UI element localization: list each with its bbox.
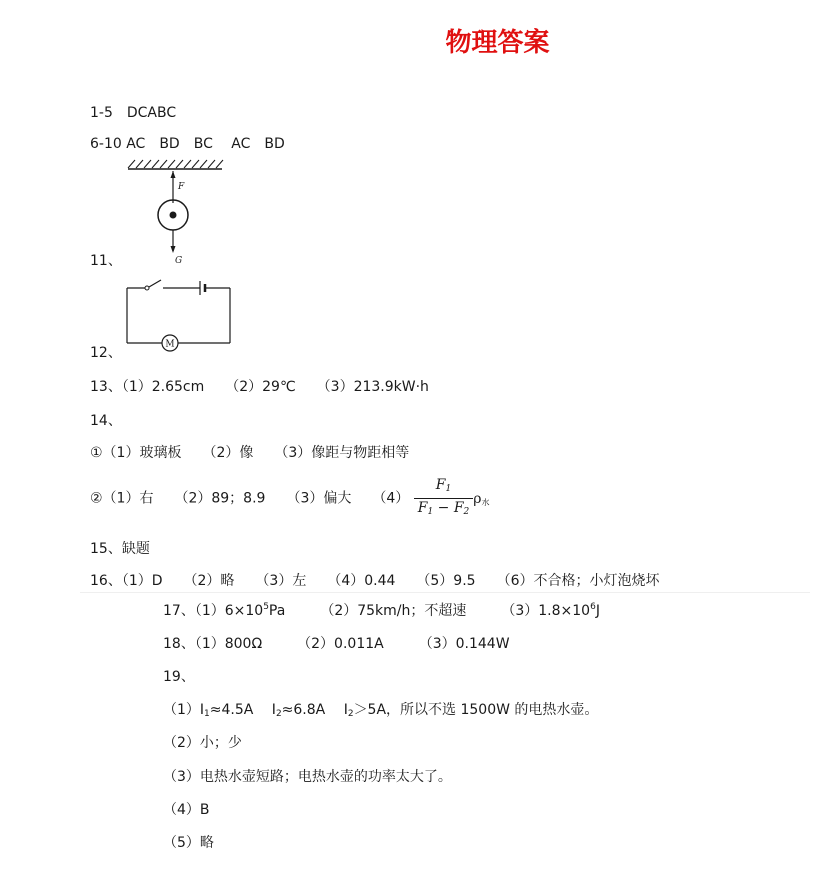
answer-line-19-part1: $(1)I_1\approx 4.5A$ $I_2\approx 6.8A$ $I_2>5A$，所以不选 1500W 的电热水壶。 — [163, 702, 599, 719]
density-formula — [414, 476, 474, 521]
answer-line-19-part3: （3）电热水壶短路；电热水壶的功率太大了。 — [163, 769, 452, 785]
circuit-diagram — [120, 276, 240, 358]
rho-water-symbol: $\rho_水$ — [473, 490, 490, 507]
answer-14-part2-text: ②（1）右 （2）89；8.9 （3）偏大 （4） — [90, 490, 410, 507]
force-g-label: G — [175, 256, 183, 266]
answer-line-17: 17、$(1)6\times 10^5Pa$ （2）75km/h；不超速 $(3)1.8\times 10^6J$ — [163, 602, 600, 619]
answer-line-19-part5: （5）略 — [163, 835, 214, 851]
answer-line-1-5: 1-5 DCABC — [90, 105, 177, 121]
answer-line-19: 19、 — [163, 669, 195, 685]
ball-center — [170, 212, 177, 219]
switch-pivot — [145, 286, 149, 290]
answer-line-12: 12、 — [90, 345, 122, 361]
answer-line-19-part4: （4）B — [163, 802, 210, 818]
motor-label: M — [165, 339, 175, 350]
formula-denominator: $F_1 - F_2$ — [417, 500, 470, 517]
force-f-label: F — [178, 182, 185, 192]
answer-line-14-part1: ①（1）玻璃板 （2）像 （3）像距与物距相等 — [90, 445, 410, 461]
answer-line-6-10: 6-10 AC BD BC AC BD — [90, 136, 285, 152]
ceiling-hatch — [128, 160, 223, 168]
answer-line-14-part2 — [90, 476, 490, 521]
answer-line-14: 14、 — [90, 413, 122, 429]
answer-line-15: 15、缺题 — [90, 541, 150, 557]
answer-line-19-part2: （2）小；少 — [163, 735, 242, 751]
answer-line-11: 11、 — [90, 253, 122, 269]
arrow-g-head — [171, 246, 176, 253]
answer-line-16: 16、（1）D （2）略 （3）左 （4）0.44 （5）9.5 （6）不合格；小灯泡烧坏 — [90, 573, 660, 589]
answer-line-13: 13、（1）2.65cm （2）29℃ （3）213.9kW·h — [90, 379, 429, 395]
page-title: 物理答案 — [445, 28, 550, 58]
force-diagram — [122, 155, 232, 267]
answer-line-18: 18、（1）800Ω （2）0.011A （3）0.144W — [163, 636, 510, 652]
switch-lever — [149, 280, 161, 287]
arrow-f-head — [171, 171, 176, 178]
page-divider — [80, 592, 810, 593]
formula-numerator: $F_1$ — [414, 476, 474, 499]
